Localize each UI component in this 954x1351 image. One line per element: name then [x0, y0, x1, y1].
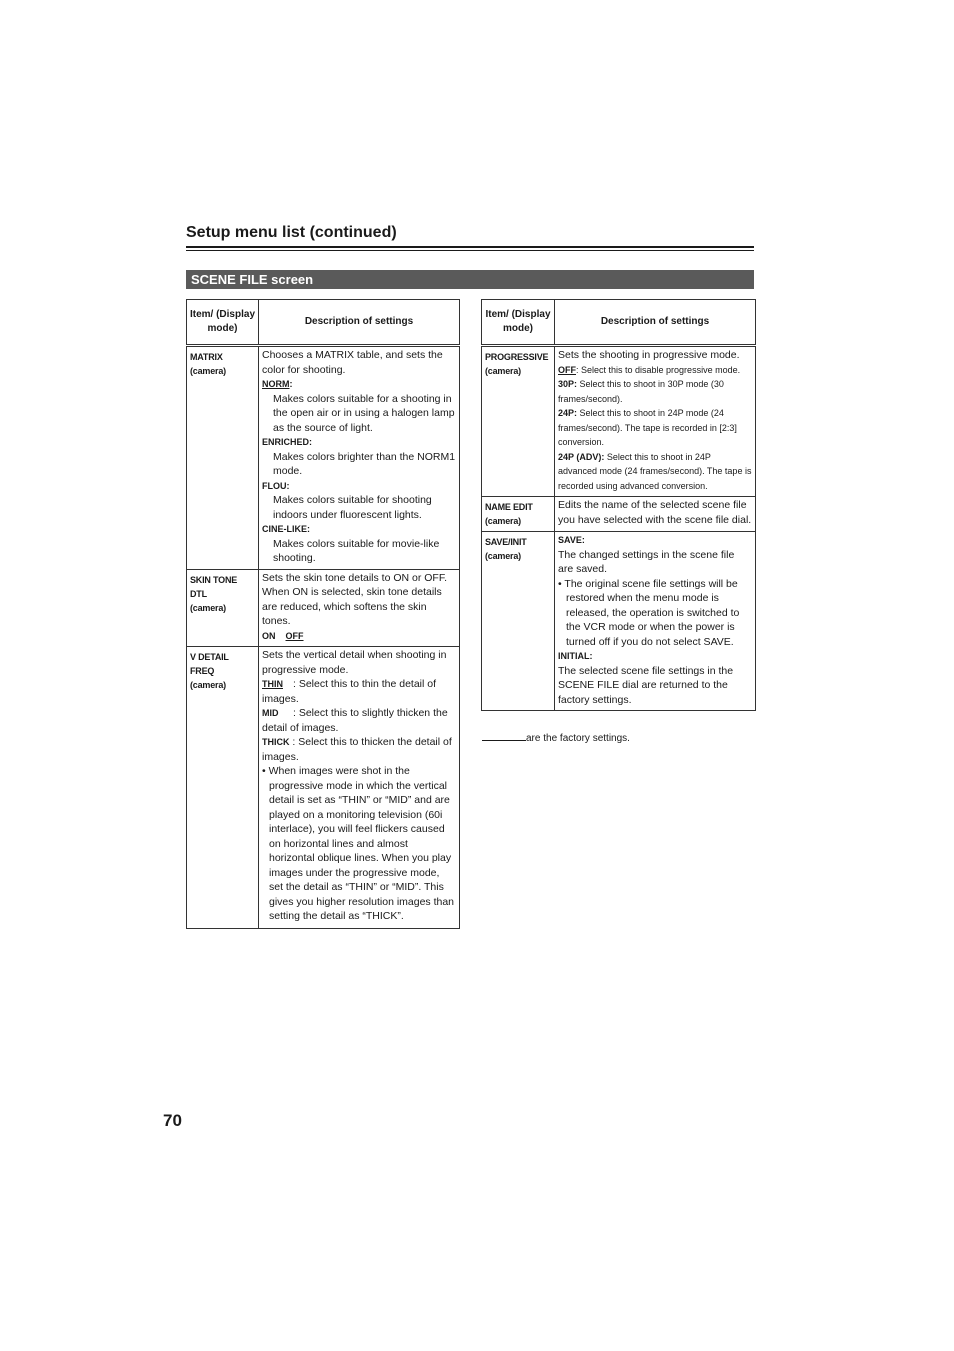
- option-text: Select this to shoot in 24P mode (24 frames/second). The tape is recorded in [2:3] conversion.: [558, 408, 737, 447]
- description-cell-progressive: [555, 346, 756, 497]
- item-name: DTL: [190, 588, 207, 599]
- description-text: Sets the skin tone details to ON or OFF. When ON is selected, skin tone details are reduced, which softens the skin tones.: [262, 571, 447, 627]
- note-text: • When images were shot in the progressive mode in which the vertical detail is set as “THIN” or “MID” and are played on a monitoring television (60i interlace), you will feel flickers caused on horizontal lines and almost horizontal oblique lines. When you play images under the progressive mode, set the detail as “THIN” or “MID”. This gives you higher resolution images than setting the detail as “THICK”.: [262, 765, 455, 922]
- description-text: Chooses a MATRIX table, and sets the color for shooting.: [262, 349, 443, 376]
- item-name: V DETAIL: [190, 652, 229, 662]
- table-row: [482, 532, 756, 711]
- item-mode: (camera): [190, 680, 226, 690]
- page-title: Setup menu list (continued): [186, 224, 397, 241]
- description-cell-save-init: [555, 532, 756, 711]
- option-text: Makes colors suitable for movie-like shooting.: [273, 537, 440, 564]
- description-text: The selected scene file settings in the SCENE FILE dial are returned to the factory settings.: [558, 664, 734, 706]
- item-cell-name-edit: [482, 497, 555, 532]
- item-cell-v-detail: [187, 647, 259, 929]
- settings-table-left: [186, 299, 460, 929]
- item-name: SAVE/INIT: [485, 537, 527, 547]
- option-label: CINE-LIKE:: [262, 524, 310, 534]
- option-label: 30P:: [558, 379, 578, 389]
- item-mode: (camera): [190, 366, 226, 376]
- option-label: NORM: [262, 379, 290, 389]
- table-row: [187, 647, 460, 929]
- option-text: : Select this to disable progressive mode.: [576, 364, 741, 375]
- option-label: INITIAL:: [558, 651, 593, 661]
- item-mode: (camera): [190, 602, 226, 613]
- settings-table-right: [481, 299, 756, 711]
- option-text: Select this to shoot in 30P mode (30 frames/second).: [558, 379, 724, 404]
- option-label: THICK: [262, 737, 290, 747]
- item-cell-progressive: [482, 346, 555, 497]
- item-cell-save-init: [482, 532, 555, 711]
- column-header-description: Description of settings: [259, 300, 460, 346]
- item-name: FREQ: [190, 666, 215, 676]
- description-cell-skin-tone: [259, 569, 460, 647]
- description-cell-v-detail: [259, 647, 460, 929]
- item-name: PROGRESSIVE: [485, 352, 549, 362]
- table-row: [482, 497, 756, 532]
- option-colon: :: [289, 379, 293, 389]
- description-cell-name-edit: [555, 497, 756, 532]
- table-row: [482, 346, 756, 497]
- option-text: : Select this to thicken the detail of images.: [262, 736, 452, 763]
- description-text: The changed settings in the scene file are saved.: [558, 548, 735, 575]
- description-cell-matrix: [259, 346, 460, 570]
- option-label: THIN: [262, 679, 283, 689]
- item-name: NAME EDIT: [485, 502, 533, 512]
- option-label: 24P:: [558, 408, 578, 418]
- description-text: Sets the vertical detail when shooting in progressive mode.: [262, 649, 447, 676]
- table-row: [187, 569, 460, 647]
- option-text: Makes colors suitable for a shooting in the open air or in using a halogen lamp as the source of light.: [273, 392, 455, 434]
- note-text: • The original scene file settings will be restored when the menu mode is released, the operation is switched to the VCR mode or when the power is turned off if you do not select SAVE.: [558, 577, 740, 648]
- option-label: FLOU:: [262, 480, 290, 491]
- option-text: : Select this to slightly thicken the detail of images.: [262, 707, 448, 734]
- page-number: 70: [163, 1111, 182, 1130]
- option-off-default: OFF: [285, 630, 304, 641]
- factory-settings-note: [482, 730, 630, 744]
- column-header-item: Item/ (Display mode): [187, 300, 259, 346]
- description-text: Sets the shooting in progressive mode.: [558, 349, 740, 361]
- option-label: 24P (ADV):: [558, 451, 605, 462]
- option-text: Makes colors suitable for shooting indoors under fluorescent lights.: [273, 494, 432, 521]
- factory-settings-text: are the factory settings.: [526, 733, 630, 744]
- option-on: ON: [262, 630, 276, 641]
- item-mode: (camera): [485, 551, 521, 561]
- column-header-item: Item/ (Display mode): [482, 300, 555, 346]
- option-text: Select this to shoot in 24P advanced mode (24 frames/second). The tape is recorded using advanced conversion.: [558, 451, 752, 491]
- item-mode: (camera): [485, 516, 521, 526]
- option-label: ENRICHED:: [262, 437, 313, 447]
- title-rule-thick: [186, 246, 754, 248]
- item-cell-skin-tone: [187, 569, 259, 647]
- table-row: [187, 346, 460, 570]
- option-text: Makes colors brighter than the NORM1 mode.: [273, 450, 456, 477]
- column-header-description: Description of settings: [555, 300, 756, 346]
- item-name: SKIN TONE: [190, 574, 238, 585]
- option-text: : Select this to thin the detail of images.: [262, 678, 437, 705]
- option-label: MID: [262, 708, 279, 718]
- section-banner: SCENE FILE screen: [186, 270, 754, 289]
- description-text: Edits the name of the selected scene file you have selected with the scene file dial.: [558, 499, 752, 526]
- option-label: SAVE:: [558, 535, 585, 545]
- item-name: MATRIX: [190, 352, 223, 362]
- underline-sample: [482, 730, 526, 741]
- item-cell-matrix: [187, 346, 259, 570]
- title-rule-thin: [186, 250, 754, 251]
- option-label: OFF: [558, 364, 576, 375]
- item-mode: (camera): [485, 366, 521, 376]
